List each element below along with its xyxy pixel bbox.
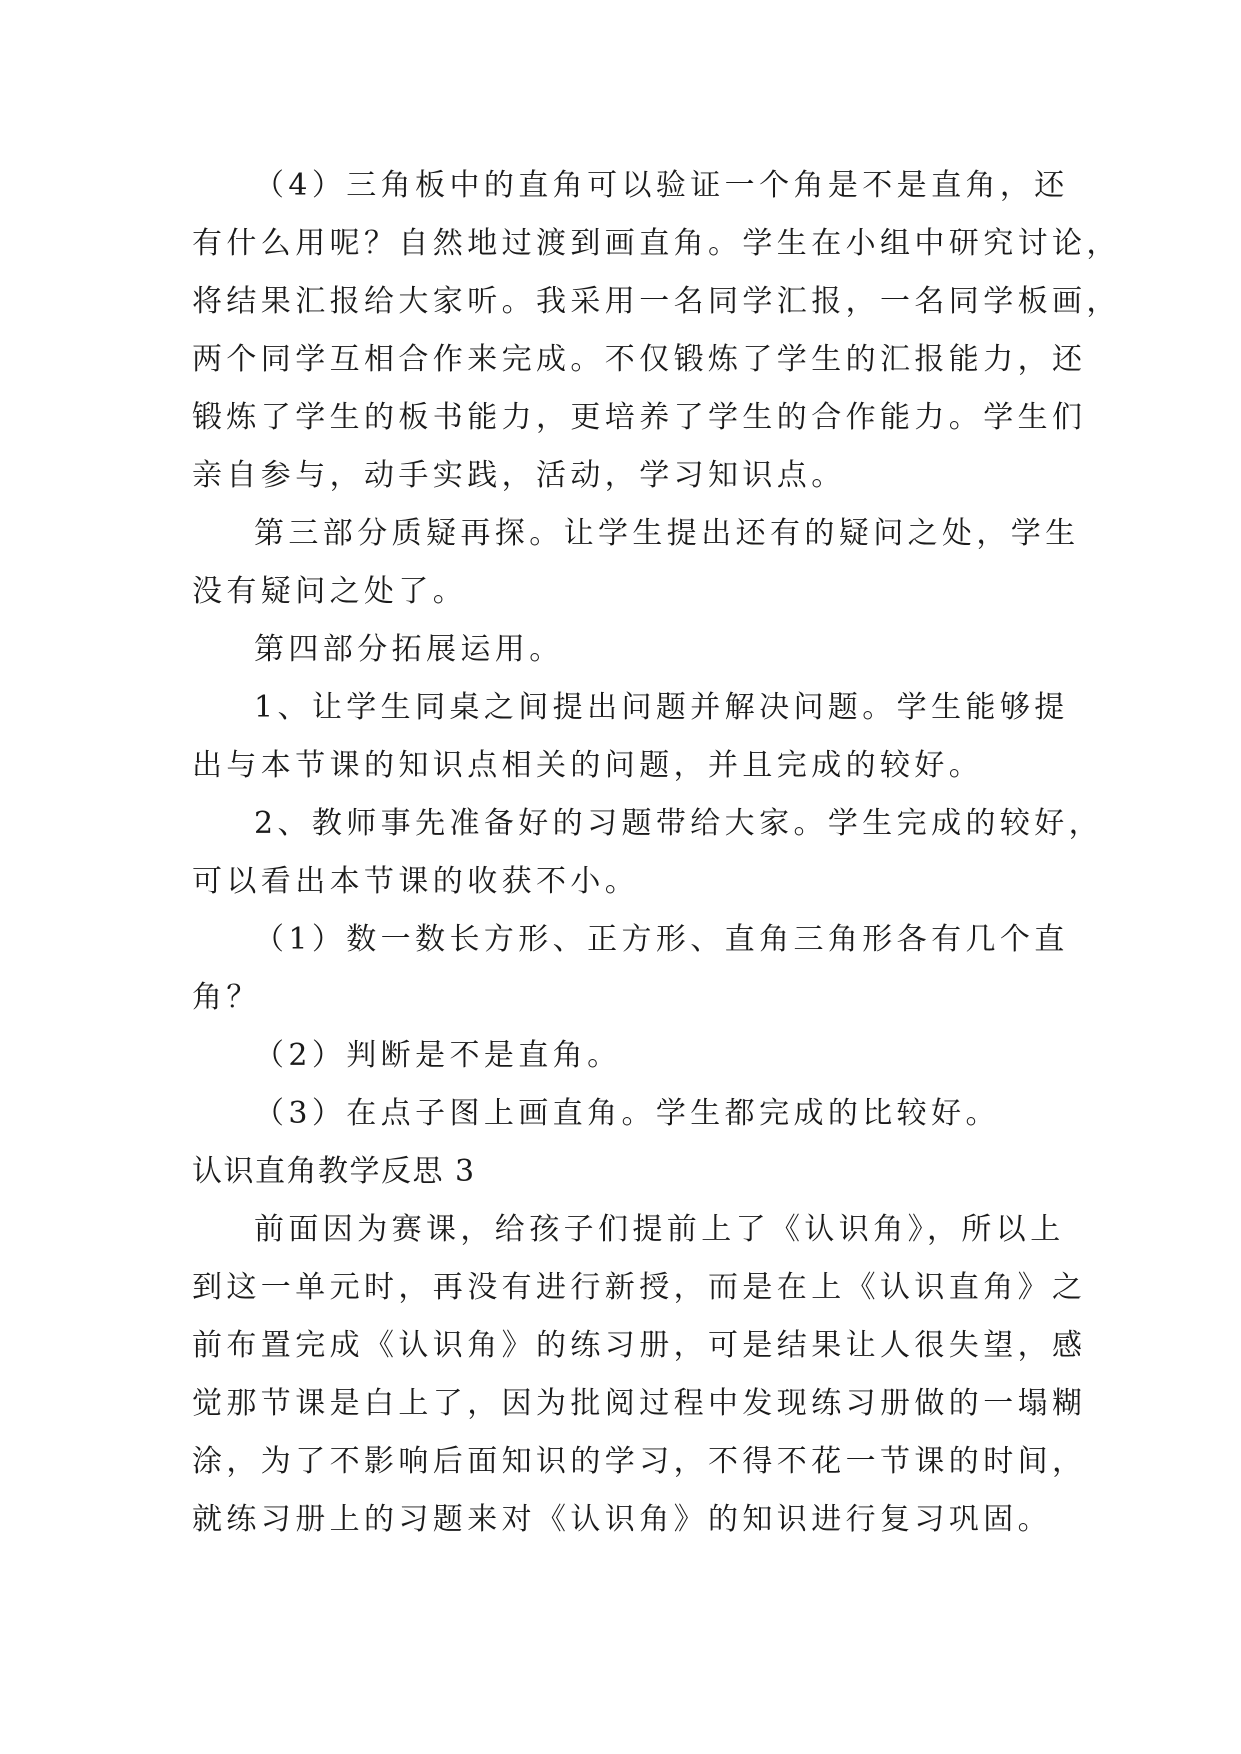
paragraph-line: （3）在点子图上画直角。学生都完成的比较好。 [254,1096,1000,1131]
paragraph-line: 第三部分质疑再探。让学生提出还有的疑问之处，学生 [254,516,1080,551]
paragraph-line: 1、让学生同桌之间提出问题并解决问题。学生能够提 [254,690,1069,725]
paragraph-line: 到这一单元时，再没有进行新授，而是在上《认识直角》之 [192,1270,1087,1305]
paragraph-line: 前布置完成《认识角》的练习册，可是结果让人很失望，感 [192,1328,1087,1363]
paragraph-line: 出与本节课的知识点相关的问题，并且完成的较好。 [192,748,984,783]
paragraph-line: 锻炼了学生的板书能力，更培养了学生的合作能力。学生们 [192,400,1087,435]
section-heading: 第四部分拓展运用。 [254,632,564,667]
paragraph-line: 2、教师事先准备好的习题带给大家。学生完成的较好， [254,806,1104,841]
paragraph-line: 涂，为了不影响后面知识的学习，不得不花一节课的时间， [192,1444,1087,1479]
paragraph-line: （4）三角板中的直角可以验证一个角是不是直角，还 [254,168,1069,203]
paragraph-line: 觉那节课是白上了，因为批阅过程中发现练习册做的一塌糊 [192,1386,1087,1421]
paragraph-line: 没有疑问之处了。 [192,574,468,609]
paragraph-line: 将结果汇报给大家听。我采用一名同学汇报，一名同学板画， [192,284,1121,319]
paragraph-line: 可以看出本节课的收获不小。 [192,864,640,899]
paragraph-line: 就练习册上的习题来对《认识角》的知识进行复习巩固。 [192,1502,1052,1537]
paragraph-line: （1）数一数长方形、正方形、直角三角形各有几个直 [254,922,1069,957]
paragraph-line: 角？ [192,980,261,1015]
paragraph-line: 有什么用呢？自然地过渡到画直角。学生在小组中研究讨论， [192,226,1121,261]
paragraph-line: 两个同学互相合作来完成。不仅锻炼了学生的汇报能力，还 [192,342,1087,377]
paragraph-line: 亲自参与，动手实践，活动，学习知识点。 [192,458,846,493]
paragraph-line: 前面因为赛课，给孩子们提前上了《认识角》，所以上 [254,1212,1065,1247]
paragraph-line: （2）判断是不是直角。 [254,1038,622,1073]
section-title: 认识直角教学反思 3 [192,1154,476,1189]
